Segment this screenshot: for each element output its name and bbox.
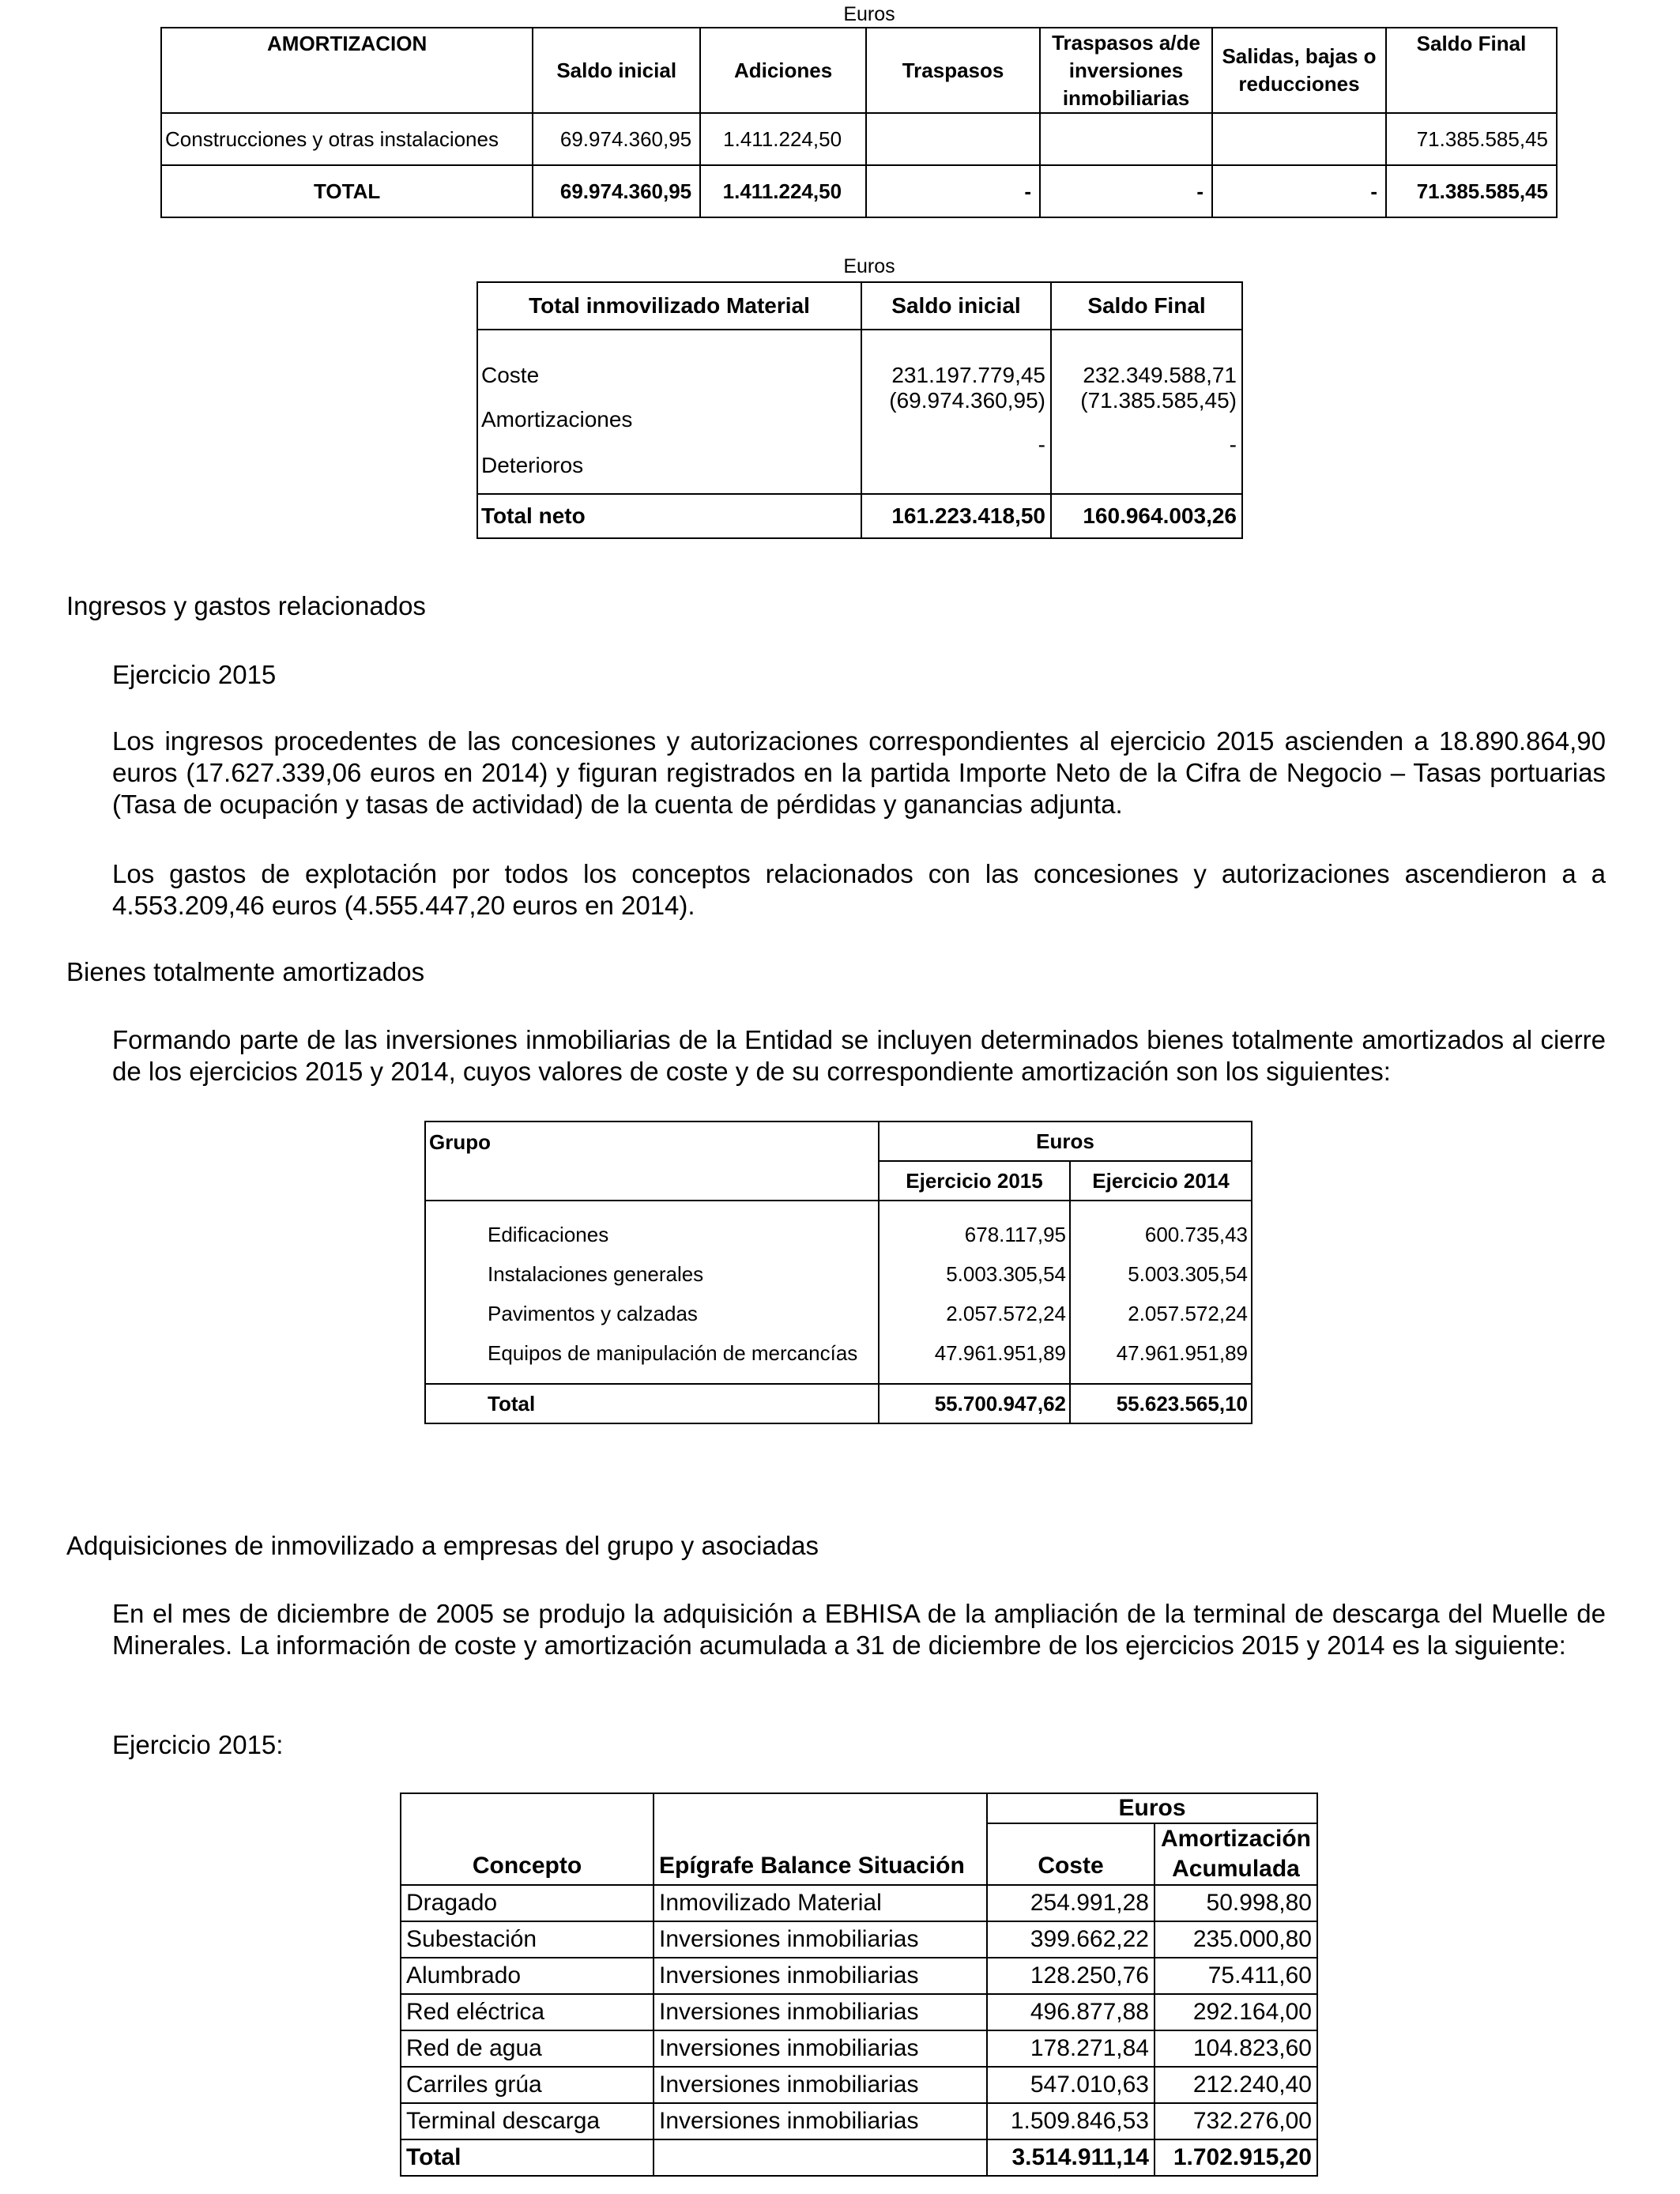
- header-saldo-inicial: Saldo inicial: [861, 282, 1051, 330]
- header-saldo-final: Saldo Final: [1051, 282, 1242, 330]
- header-adiciones: Adiciones: [700, 28, 866, 113]
- header-saldo-final: Saldo Final: [1386, 28, 1557, 113]
- paragraph-bienes: Formando parte de las inversiones inmobiliarias de la Entidad se incluyen determinados bienes totalmente amortizados al cierre de los ejercicios 2015 y 2014, cuyos valores de coste y de su correspondiente amortización son los siguientes:: [112, 1025, 1606, 1086]
- table2-caption: Euros: [843, 255, 895, 277]
- table-row: Deterioros - -: [477, 432, 1242, 478]
- table1-caption: Euros: [843, 3, 895, 25]
- header-saldo-inicial: Saldo inicial: [533, 28, 700, 113]
- header-traspasos-inversiones: Traspasos a/de inversiones inmobiliarias: [1040, 28, 1212, 113]
- total-row: Total neto 161.223.418,50 160.964.003,26: [477, 494, 1242, 538]
- table-row: Equipos de manipulación de mercancías 47.961.951,89 47.961.951,89: [425, 1333, 1252, 1373]
- table-row: Edificaciones 678.117,95 600.735,43: [425, 1215, 1252, 1254]
- section-subheading-ejercicio: Ejercicio 2015: [112, 660, 277, 689]
- section-subheading-ejercicio-2015: Ejercicio 2015:: [112, 1730, 284, 1759]
- header-amortizacion: AMORTIZACION: [161, 28, 533, 113]
- header-grupo: Grupo: [425, 1122, 879, 1201]
- table-row: Dragado Inmovilizado Material 254.991,28 50.998,80: [401, 1885, 1317, 1921]
- header-salidas: Salidas, bajas o reducciones: [1212, 28, 1386, 113]
- paragraph-gastos: Los gastos de explotación por todos los conceptos relacionados con las concesiones y autorizaciones ascendieron a a 4.553.209,46 euros (4.555.447,20 euros en 2014).: [112, 859, 1606, 920]
- header-concepto: Concepto: [401, 1823, 654, 1885]
- total-row: Total 3.514.911,14 1.702.915,20: [401, 2139, 1317, 2176]
- header-ejercicio-2015: Ejercicio 2015: [879, 1161, 1070, 1201]
- table-row: Subestación Inversiones inmobiliarias 399.662,22 235.000,80: [401, 1921, 1317, 1958]
- table-row: Terminal descarga Inversiones inmobiliarias 1.509.846,53 732.276,00: [401, 2103, 1317, 2139]
- section-heading-ingresos: Ingresos y gastos relacionados: [66, 591, 426, 620]
- header-total-inmovilizado: Total inmovilizado Material: [477, 282, 861, 330]
- table-row: Construcciones y otras instalaciones 69.974.360,95 1.411.224,50 71.385.585,45: [161, 113, 1557, 165]
- table-row: Carriles grúa Inversiones inmobiliarias 547.010,63 212.240,40: [401, 2067, 1317, 2103]
- adquisiciones-table: [400, 1793, 1318, 2177]
- header-ejercicio-2014: Ejercicio 2014: [1070, 1161, 1252, 1201]
- table-row: Coste 231.197.779,45 232.349.588,71: [477, 345, 1242, 388]
- header-traspasos: Traspasos: [866, 28, 1040, 113]
- header-coste: Coste: [987, 1823, 1155, 1885]
- header-amortizacion-acumulada: Amortización Acumulada: [1155, 1823, 1317, 1885]
- table-row: Red de agua Inversiones inmobiliarias 178.271,84 104.823,60: [401, 2030, 1317, 2067]
- table-row: Amortizaciones (69.974.360,95) (71.385.585,45): [477, 388, 1242, 432]
- total-row: Total 55.700.947,62 55.623.565,10: [425, 1384, 1252, 1423]
- table-row: Instalaciones generales 5.003.305,54 5.003.305,54: [425, 1254, 1252, 1294]
- section-heading-bienes: Bienes totalmente amortizados: [66, 957, 425, 986]
- table-row: Red eléctrica Inversiones inmobiliarias 496.877,88 292.164,00: [401, 1994, 1317, 2030]
- total-inmovilizado-table: [477, 281, 1243, 539]
- amortizacion-table: [160, 27, 1558, 218]
- total-row: TOTAL 69.974.360,95 1.411.224,50 - - - 71.385.585,45: [161, 165, 1557, 217]
- bienes-amortizados-table: [424, 1121, 1252, 1424]
- table-row: Pavimentos y calzadas 2.057.572,24 2.057.572,24: [425, 1294, 1252, 1333]
- table-row: Alumbrado Inversiones inmobiliarias 128.250,76 75.411,60: [401, 1958, 1317, 1994]
- paragraph-adquisiciones: En el mes de diciembre de 2005 se produjo la adquisición a EBHISA de la ampliación de la terminal de descarga del Muelle de Minerales. La información de coste y amortización acumulada a 31 de diciembre de los ejercicios 2015 y 2014 es la siguiente:: [112, 1599, 1606, 1660]
- header-euros: Euros: [987, 1793, 1317, 1823]
- paragraph-ingresos: Los ingresos procedentes de las concesiones y autorizaciones correspondientes al ejercicio 2015 ascienden a 18.890.864,90 euros (17.627.339,06 euros en 2014) y figuran registrados en la partida Importe Neto de la Cifra de Negocio – Tasas portuarias (Tasa de ocupación y tasas de actividad) de la cuenta de pérdidas y ganancias adjunta.: [112, 726, 1606, 819]
- section-heading-adquisiciones: Adquisiciones de inmovilizado a empresas del grupo y asociadas: [66, 1531, 819, 1560]
- header-euros: Euros: [879, 1122, 1252, 1161]
- header-epigrafe: Epígrafe Balance Situación: [654, 1823, 987, 1885]
